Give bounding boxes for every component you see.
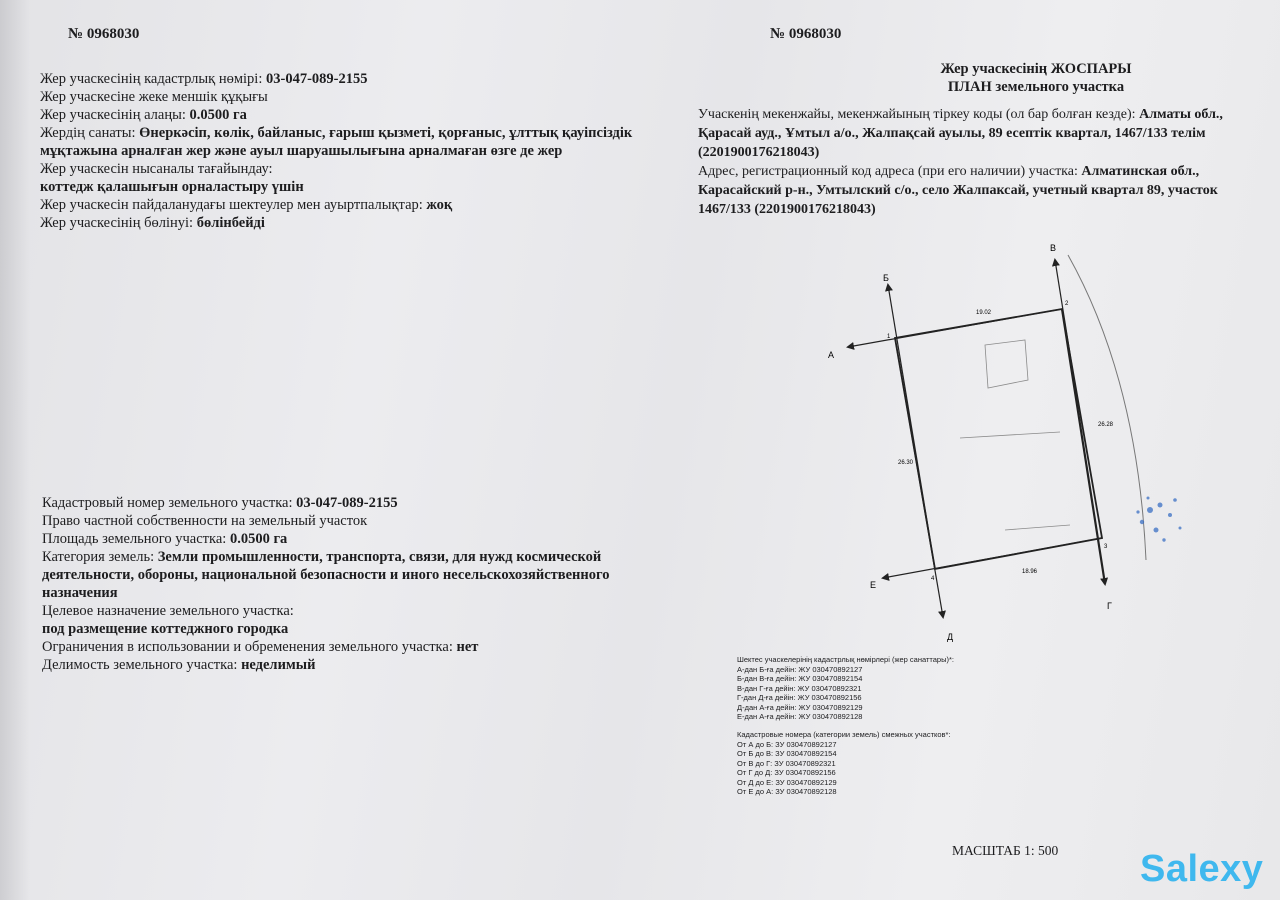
plan-scale: МАСШТАБ 1: 500	[952, 843, 1059, 858]
label-dir-g: Г	[1107, 601, 1112, 611]
side-length-top: 19.02	[976, 310, 992, 316]
label-dir-a: А	[828, 350, 835, 360]
ru-divisibility-value: неделимый	[241, 657, 316, 673]
kz-area-label: Жер учаскесінің алаңы:	[40, 107, 186, 123]
adjacent-ru-title: Кадастровые номера (категории земель) смежных участков*:	[737, 730, 951, 739]
adjacent-ru-item: От Е до А: ЗУ 030470892128	[737, 787, 837, 796]
line-to-a	[848, 309, 1062, 347]
adjacent-ru-block	[737, 730, 951, 797]
side-length-bottom: 18.96	[1022, 569, 1038, 575]
label-dir-b: Б	[883, 273, 889, 283]
plan-title-kz: Жер учаскесінің ЖОСПАРЫ	[940, 61, 1132, 77]
ru-restrictions-label: Ограничения в использовании и обременения земельного участка:	[42, 639, 453, 655]
address-ru-label: Адрес, регистрационный код адреса (при его наличии) участка:	[698, 164, 1078, 179]
kz-restrictions-value: жоқ	[426, 197, 453, 213]
point-number-2: 2	[1065, 301, 1069, 307]
ru-category-value: Земли промышленности, транспорта, связи, для нужд космической деятельности, обороны, национальной безопасности и иного несельскохозяйственного назначения	[42, 549, 610, 601]
adjacent-ru-item: От А до Б: ЗУ 030470892127	[737, 739, 837, 749]
address-kz-label: Учаскенің мекенжайы, мекенжайының тіркеу коды (ол бар болған кезде):	[698, 107, 1136, 122]
adjacent-ru-item: От В до Г: ЗУ 030470892321	[737, 758, 836, 768]
line-to-g	[1062, 309, 1105, 584]
kz-category-value: Өнеркәсіп, көлік, байланыс, ғарыш қызметі, қорғаныс, ұлттық қауіпсіздік мұқтажына арналған жер және ауыл шаруашылығына арналмаған өзге де жер	[40, 125, 633, 159]
adjacent-kz-item: Е-дан А-ға дейін: ЖУ 030470892128	[737, 712, 863, 721]
point-number-4: 4	[931, 576, 935, 582]
kz-divisibility-value: бөлінбейді	[196, 215, 265, 231]
line-to-d	[895, 338, 943, 617]
adjacent-kz-item: Б-дан В-ға дейін: ЖУ 030470892154	[737, 674, 863, 683]
adjacent-ru-item: От Б до В: ЗУ 030470892154	[737, 749, 837, 758]
kz-restrictions-label: Жер учаскесін пайдаланудағы шектеулер мен ауыртпалықтар:	[40, 197, 423, 213]
line-to-e	[883, 538, 1102, 578]
kz-divisibility-label: Жер учаскесінің бөлінуі:	[40, 215, 194, 231]
adjacent-kz-block	[737, 655, 954, 722]
parcel-boundary	[895, 309, 1102, 569]
ru-right-line: Право частной собственности на земельный участок	[42, 513, 368, 529]
ru-area-label: Площадь земельного участка:	[42, 531, 227, 547]
point-number-1: 1	[887, 334, 891, 340]
pencil-scribble	[960, 340, 1070, 530]
ru-cadastral-label: Кадастровый номер земельного участка:	[42, 495, 293, 511]
kz-purpose-value: коттедж қалашығын орналастыру үшін	[40, 179, 304, 195]
label-dir-e: Е	[870, 580, 877, 590]
adjacent-kz-item: Г-дан Д-ға дейін: ЖУ 030470892156	[737, 693, 862, 702]
adjacent-kz-item: А-дан Б-ға дейін: ЖУ 030470892127	[737, 664, 863, 674]
ru-cadastral-value: 03-047-089-2155	[296, 495, 398, 511]
left-doc-number: № 0968030	[68, 26, 140, 42]
kz-area-value: 0.0500 га	[189, 107, 247, 123]
adjacent-ru-item: От Г до Д: ЗУ 030470892156	[737, 768, 836, 777]
adjacent-kz-title: Шектес учаскелерінің кадастрлық нөмірлері (жер санаттары)*:	[737, 655, 954, 664]
kz-category-label: Жердің санаты:	[40, 125, 136, 141]
ru-divisibility-label: Делимость земельного участка:	[42, 657, 238, 673]
kz-cadastral-value: 03-047-089-2155	[265, 71, 368, 87]
side-length-left: 26.30	[898, 460, 914, 466]
label-dir-v: В	[1050, 243, 1057, 253]
plan-title-ru: ПЛАН земельного участка	[947, 79, 1125, 95]
kz-cadastral-label: Жер учаскесінің кадастрлық нөмірі:	[40, 71, 263, 87]
ru-restrictions-value: нет	[456, 639, 479, 655]
kz-purpose-label: Жер учаскесін нысаналы тағайындау:	[40, 161, 273, 177]
adjacent-kz-item: В-дан Г-ға дейін: ЖУ 030470892321	[737, 683, 862, 693]
side-length-right: 26.28	[1098, 422, 1114, 428]
ru-purpose-label: Целевое назначение земельного участка:	[42, 603, 294, 619]
salexy-watermark-logo: Salexy	[1140, 848, 1264, 890]
address-ru-value: Алматинская обл., Карасайский р-н., Умтылский с/о., село Жалпаксай, учетный квартал 89, участок 1467/133 (2201900176218043)	[698, 164, 1218, 217]
label-dir-d: Д	[947, 632, 954, 642]
adjacent-kz-item: Д-дан А-ға дейін: ЖУ 030470892129	[737, 702, 863, 712]
point-number-3: 3	[1104, 544, 1108, 550]
ru-category-label: Категория земель:	[42, 549, 155, 565]
right-doc-number: № 0968030	[770, 26, 842, 42]
adjacent-ru-item: От Д до Е: ЗУ 030470892129	[737, 777, 837, 787]
address-kz-value: Алматы обл., Қарасай ауд., Ұмтыл а/о., Жалпақсай ауылы, 89 есептік квартал, 1467/133 телім (2201900176218043)	[698, 107, 1223, 160]
ru-purpose-value: под размещение коттеджного городка	[42, 621, 289, 637]
ru-area-value: 0.0500 га	[229, 531, 288, 547]
kz-right-line: Жер учаскесіне жеке меншік құқығы	[40, 89, 268, 105]
